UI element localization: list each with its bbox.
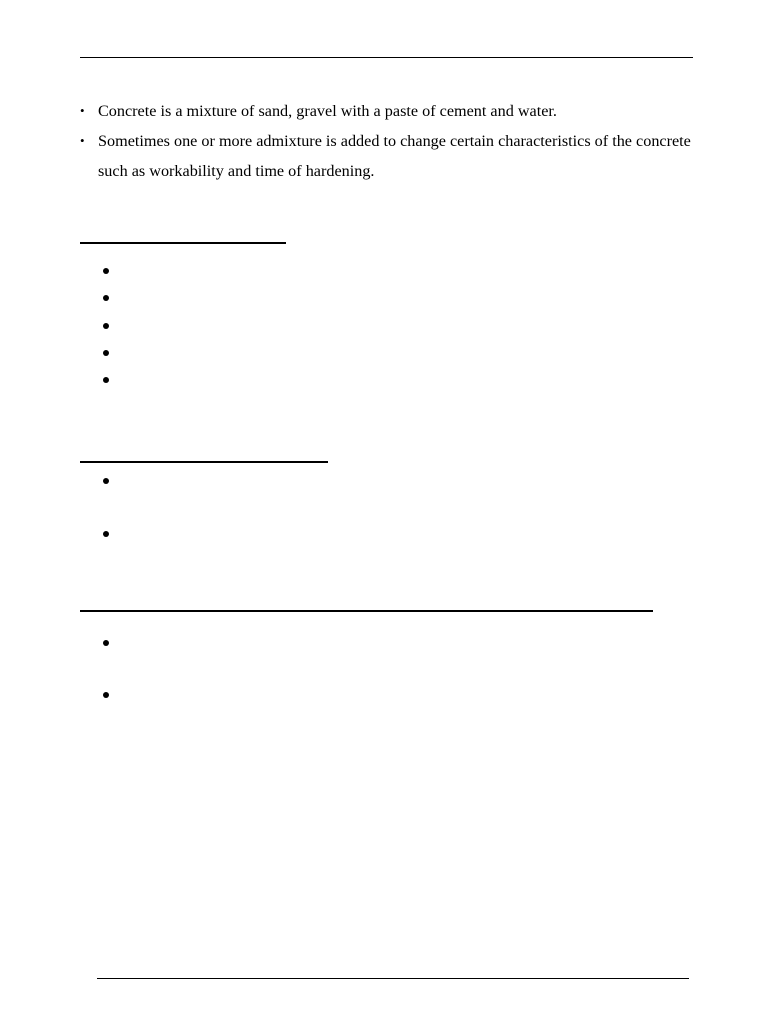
intro-bullet-item <box>80 96 700 126</box>
empty-bullet <box>103 478 109 484</box>
bullet-glyph: • <box>80 133 85 148</box>
bullet-glyph: • <box>80 103 85 118</box>
empty-bullet <box>103 640 109 646</box>
intro-bullet-list <box>80 96 700 186</box>
footer-rule <box>97 978 689 979</box>
section-heading-underline <box>80 461 328 463</box>
empty-bullet <box>103 323 109 329</box>
header-rule <box>80 57 693 58</box>
intro-bullet-item <box>80 126 700 186</box>
empty-bullet <box>103 350 109 356</box>
empty-bullet <box>103 377 109 383</box>
empty-bullet <box>103 531 109 537</box>
section-heading-underline <box>80 610 653 612</box>
empty-bullet <box>103 692 109 698</box>
empty-bullet <box>103 268 109 274</box>
intro-bullet-text: Concrete is a mixture of sand, gravel with a paste of cement and water. <box>98 102 557 120</box>
empty-bullet <box>103 295 109 301</box>
section-heading-underline <box>80 242 286 244</box>
intro-bullet-text: Sometimes one or more admixture is added to change certain characteristics of the concrete such as workability and time of hardening. <box>98 132 691 180</box>
